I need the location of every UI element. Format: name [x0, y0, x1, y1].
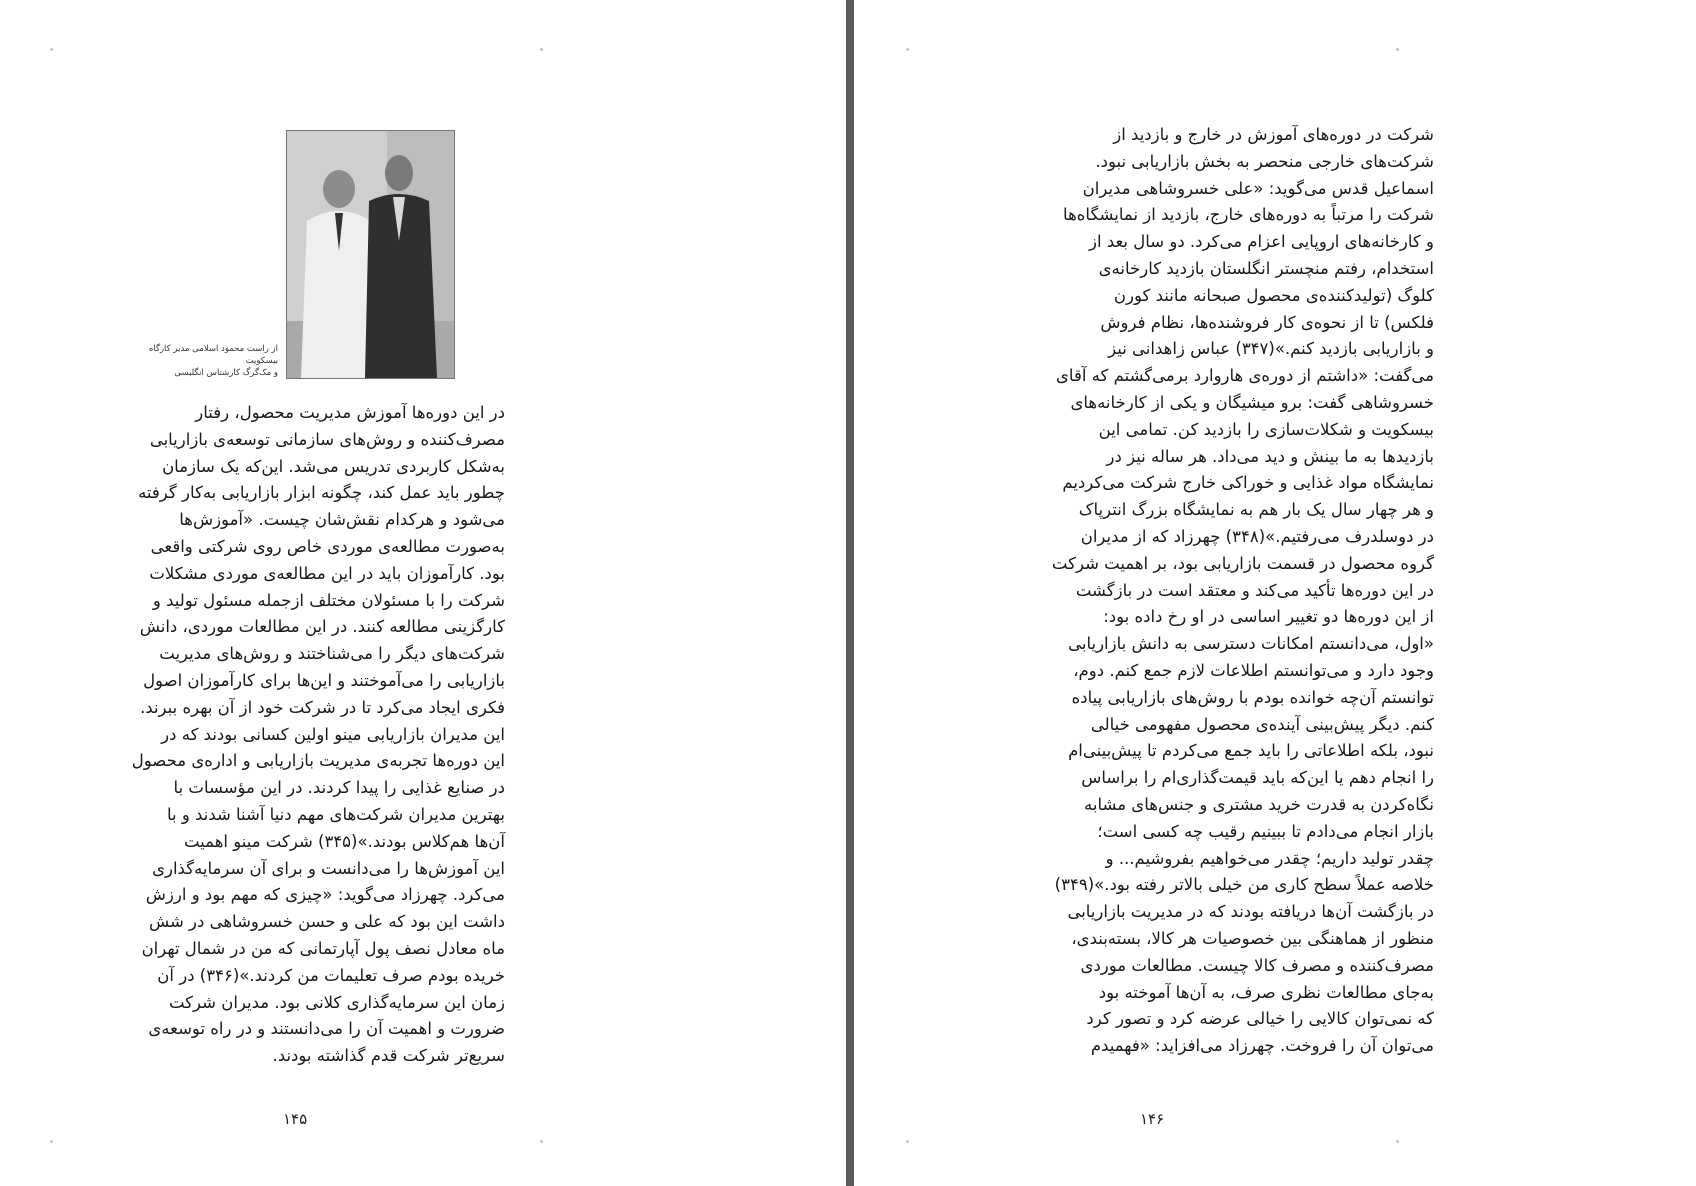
- page-number-right: ۱۴۶: [1140, 1110, 1165, 1128]
- crop-mark: [1396, 1140, 1399, 1143]
- crop-mark: [50, 1140, 53, 1143]
- crop-mark: [906, 48, 909, 51]
- crop-mark: [50, 48, 53, 51]
- crop-mark: [540, 48, 543, 51]
- left-page-body: در این دوره‌ها آموزش مدیریت محصول، رفتار مصرف‌کننده و روش‌های سازمانی توسعه‌ی بازاریابی به‌شکل کاربردی تدریس می‌شد. این‌که یک سازمان چطور باید عمل کند، چگونه ابزار بازاریابی به‌کار گرفته می‌شود و هرکدام نقش‌شان چیست. «آموزش‌ها به‌صورت مطالعه‌ی موردی خاص روی شرکتی واقعی بود. کارآموزان باید در این مطالعه‌ی موردی مشکلات شرکت را با مسئولان مختلف ازجمله مسئول تولید و کارگزینی مطالعه کنند. در این مطالعات موردی، دانش شرکت‌های دیگر را می‌شناختند و روش‌های مدیریت بازاریابی را می‌آموختند و این‌ها برای کارآموزان اصول فکری ایجاد می‌کرد تا در شرکت خود از آن بهره ببرند. این مدیران بازاریابی مینو اولین کسانی بودند که در این دوره‌ها تجربه‌ی مدیریت بازاریابی و اداره‌ی محصول در صنایع غذایی را پیدا کردند. در این مؤسسات با بهترین مدیران شرکت‌های مهم دنیا آشنا شدند و با آن‌ها هم‌کلاس بودند.»(۳۴۵) شرکت مینو اهمیت این آموزش‌ها را می‌دانست و برای آن سرمایه‌گذاری می‌کرد. چهرزاد می‌گوید: «چیزی که مهم بود و ارزش داشت این بود که علی و حسن خسروشاهی در شش ماه معادل نصف پول آپارتمانی که من در شمال تهران خریده بودم صرف تعلیمات من کردند.»(۳۴۶) در آن زمان این سرمایه‌گذاری کلانی بود. مدیران شرکت ضرورت و اهمیت آن را می‌دانستند و در راه توسعه‌ی سریع‌تر شرکت قدم گذاشته بودند.: [131, 403, 505, 1066]
- page-right: [856, 0, 1696, 1186]
- right-page-body: شرکت در دوره‌های آموزش در خارج و بازدید از شرکت‌های خارجی منحصر به بخش بازاریابی نبود. اسماعیل قدس می‌گوید: «علی خسروشاهی مدیران شرکت را مرتباً به دوره‌های خارج، بازدید از نمایشگاه‌ها و کارخانه‌های اروپایی اعزام می‌کرد. دو سال بعد از استخدام، رفتم منچستر انگلستان بازدید کارخانه‌ی کلوگ (تولیدکننده‌ی محصول صبحانه مانند کورن فلکس) تا از نحوه‌ی کار فروشنده‌ها، نظام فروش و بازاریابی بازدید کنم.»(۳۴۷) عباس زاهدانی نیز می‌گفت: «داشتم از دوره‌ی هاروارد برمی‌گشتم که آقای خسروشاهی گفت: برو میشیگان و یکی از کارخانه‌های بیسکویت و شکلات‌سازی را بازدید کن. تمامی این بازدیدها به ما بینش و دید می‌داد. هر ساله نیز در نمایشگاه مواد غذایی و خوراکی خارج شرکت می‌کردیم و هر چهار سال یک بار هم به نمایشگاه بزرگ انترپاک در دوسلدرف می‌رفتیم.»(۳۴۸) چهرزاد که از مدیران گروه محصول در قسمت بازاریابی بود، بر اهمیت شرکت در این دوره‌ها تأکید می‌کند و معتقد است در بازگشت از این دوره‌ها دو تغییر اساسی در او رخ داده بود: «اول، می‌دانستم امکانات دسترسی به دانش بازاریابی وجود دارد و می‌توانستم اطلاعات لازم جمع کنم. دوم، توانستم آن‌چه خوانده بودم با روش‌های بازاریابی پیاده کنم. دیگر پیش‌بینی آینده‌ی محصول مفهومی خیالی نبود، بلکه اطلاعاتی را باید جمع می‌کردم تا پیش‌بینی‌ام را انجام دهم یا این‌که باید قیمت‌گذاری‌ام را براساس نگاه‌کردن به قدرت خرید مشتری و جنس‌های مشابه بازار انجام می‌دادم تا ببینیم رقیب چه کسی است؛ چقدر تولید داریم؛ چقدر می‌خواهیم بفروشیم... و خلاصه عملاً سطح کاری من خیلی بالاتر رفته بود.»(۳۴۹) در بازگشت آن‌ها دریافته بودند که در مدیریت بازاریابی منظور از هماهنگی بین خصوصیات هر کالا، بسته‌بندی، مصرف‌کننده و مصرف کالا چیست. مطالعات موردی به‌جای مطالعات نظری صرف، به آن‌ها آموخته بود که نمی‌توان کالایی را خیالی عرضه کرد و تصور کرد می‌توان آن را فروخت. چهرزاد می‌افزاید: «فهمیدم: [1051, 125, 1434, 1056]
- page-gutter: [846, 0, 854, 1186]
- crop-mark: [906, 1140, 909, 1143]
- photo-caption: از راست محمود اسلامی مدیر کارگاه بیسکویت و مک‌گرگ کارشناس انگلیسی: [148, 344, 278, 378]
- crop-mark: [1396, 48, 1399, 51]
- page-number-left: ۱۴۵: [283, 1110, 308, 1128]
- historical-photo: [286, 130, 455, 379]
- crop-mark: [540, 1140, 543, 1143]
